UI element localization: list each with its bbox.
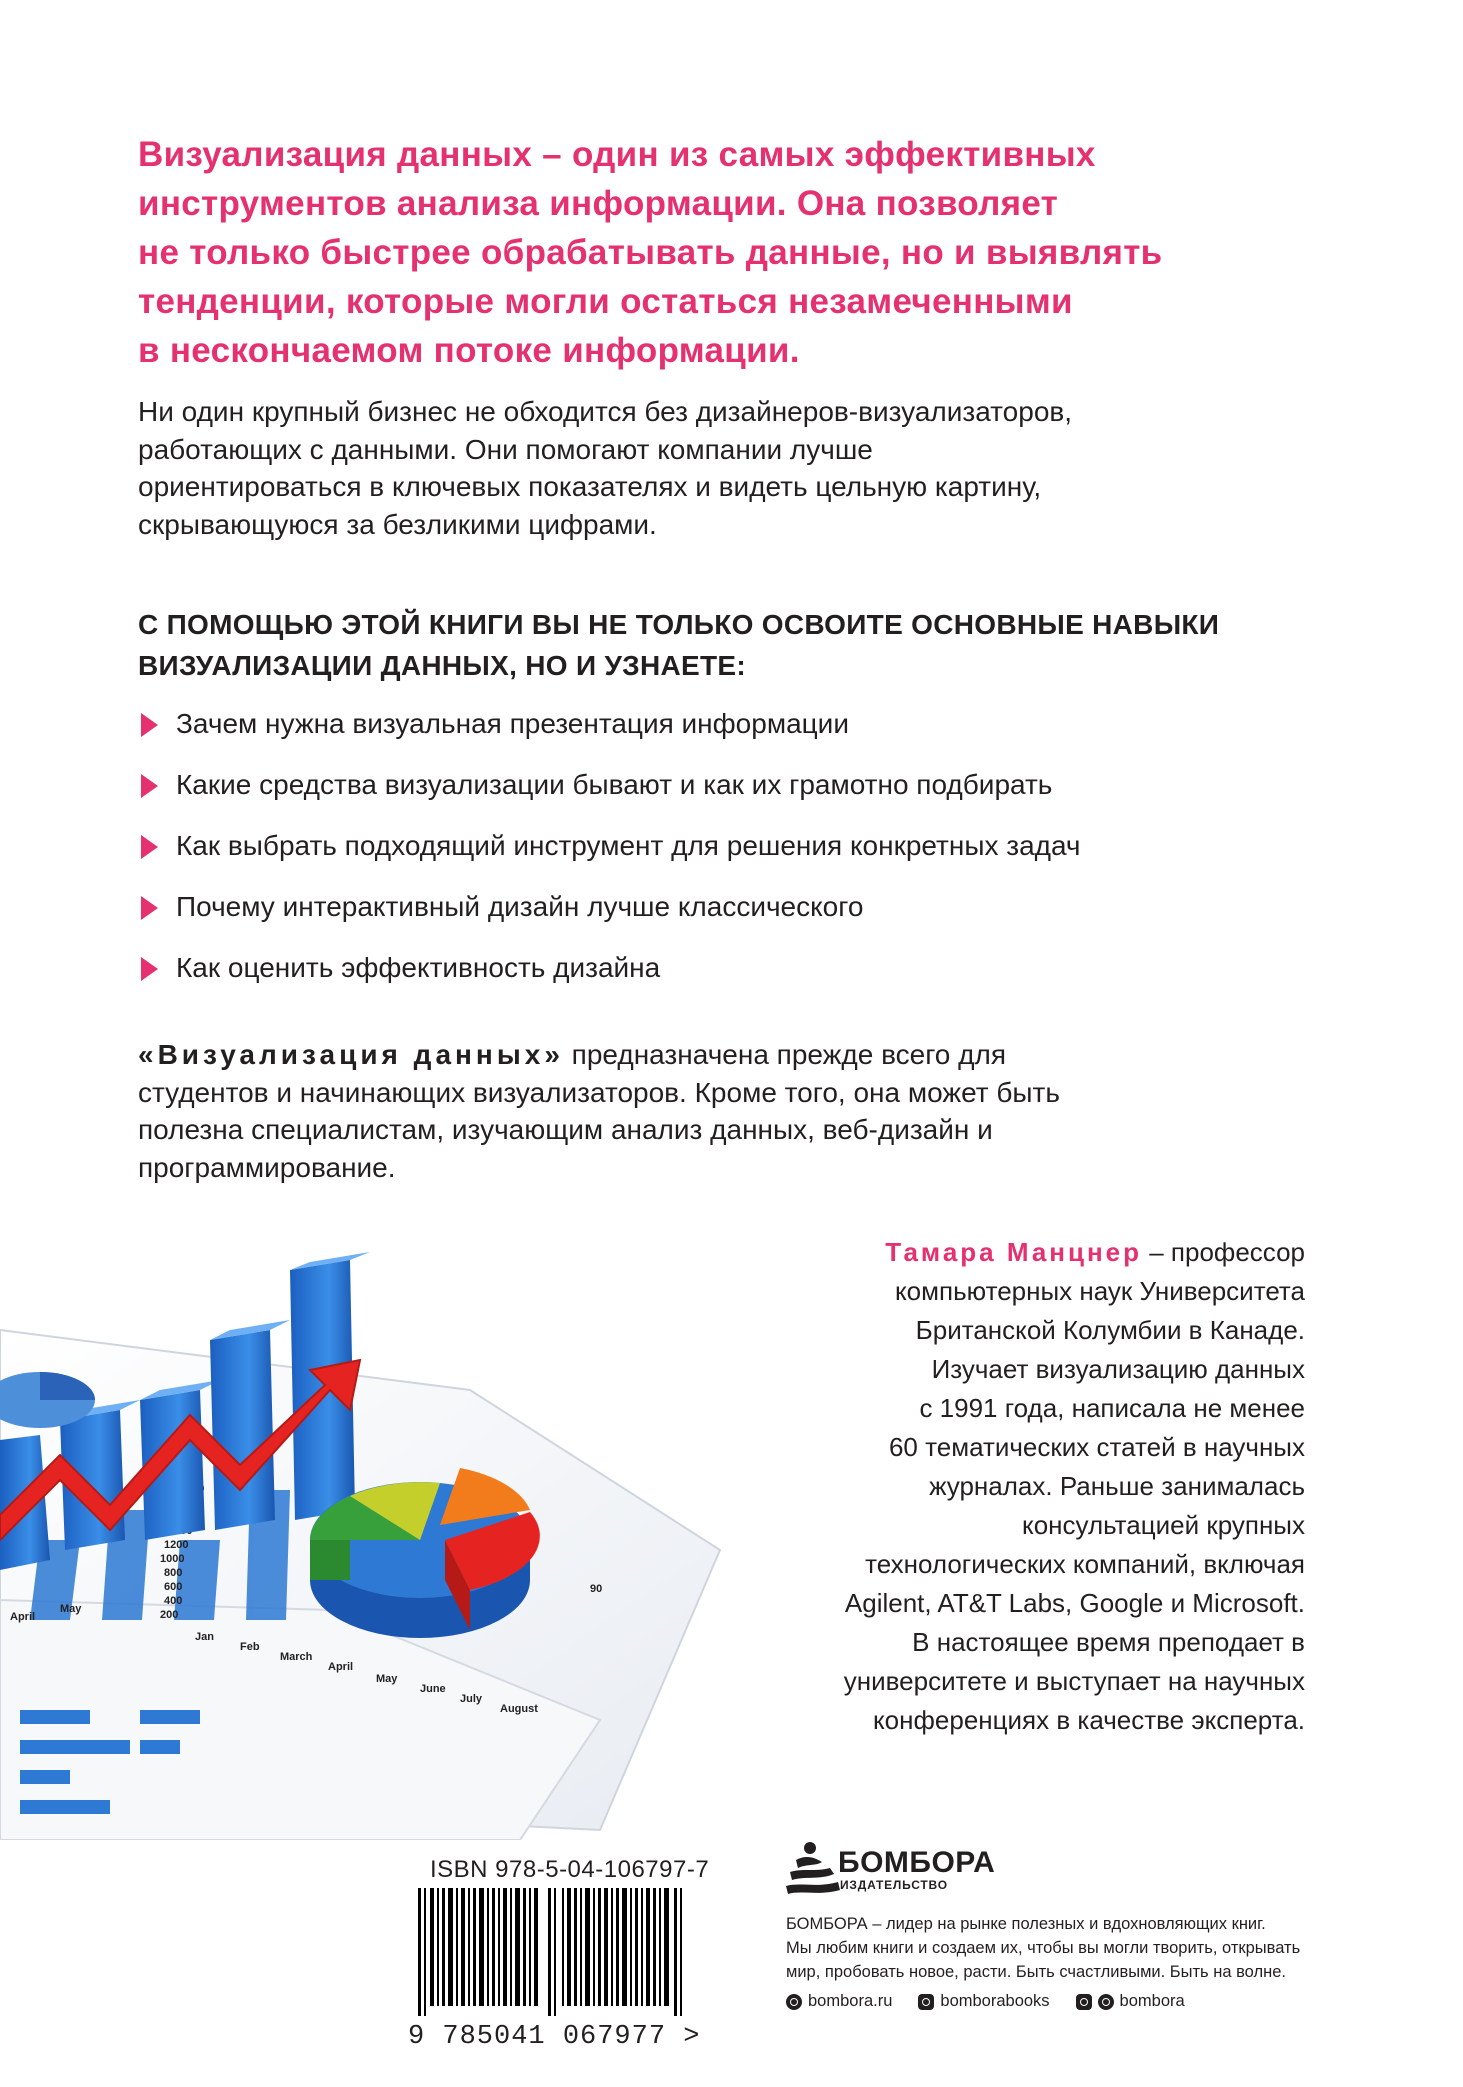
author-line: 60 тематических статей в научных <box>888 1432 1305 1462</box>
publisher-name: БОМБОРА <box>838 1846 996 1879</box>
list-item <box>138 950 1318 1011</box>
about-book-paragraph <box>138 1036 1338 1186</box>
intro-line: Ни один крупный бизнес не обходится без дизайнеров-визуализаторов, <box>138 396 1073 427</box>
author-line: Изучает визуализацию данных <box>931 1354 1305 1384</box>
social-vk[interactable] <box>918 1992 1049 2011</box>
author-line: Agilent, AT&T Labs, Google и Microsoft. <box>844 1588 1305 1618</box>
y-tick-label: 800 <box>164 1567 183 1579</box>
y-tick-label: 1000 <box>160 1553 185 1565</box>
social-website[interactable] <box>786 1992 892 2011</box>
heading-line: С ПОМОЩЬЮ ЭТОЙ КНИГИ ВЫ НЕ ТОЛЬКО ОСВОИТЕ ОСНОВНЫЕ НАВЫКИ <box>138 609 1220 640</box>
list-item <box>138 706 1318 767</box>
bombora-logo-icon <box>786 1838 846 1902</box>
y-tick-label: 200 <box>160 1609 179 1621</box>
social-label: bombora <box>1119 1992 1185 2010</box>
list-item <box>138 767 1318 828</box>
list-item-text: Зачем нужна визуальная презентация информации <box>176 708 849 739</box>
month-label: Jan <box>195 1631 214 1643</box>
lead-line: не только быстрее обрабатывать данные, но и выявлять <box>138 233 1163 272</box>
author-line: конференциях в качестве эксперта. <box>873 1705 1305 1735</box>
heading-line: ВИЗУАЛИЗАЦИИ ДАННЫХ, НО И УЗНАЕТЕ: <box>138 650 747 681</box>
about-line: программирование. <box>138 1151 396 1183</box>
triangle-bullet-icon <box>141 896 158 920</box>
isbn-label: ISBN 978-5-04-106797-7 <box>430 1856 710 1883</box>
intro-line: ориентироваться в ключевых показателях и видеть цельную картину, <box>138 471 1042 502</box>
about-line: полезна специалистам, изучающим анализ данных, веб-дизайн и <box>138 1114 993 1145</box>
publisher-subtitle: ИЗДАТЕЛЬСТВО <box>840 1878 948 1892</box>
publisher-tagline <box>786 1912 1346 1984</box>
plus-icon <box>1076 1994 1092 2010</box>
y-tick-label: 600 <box>164 1581 183 1593</box>
month-label: March <box>280 1651 313 1663</box>
right-tick-label: 90 <box>590 1583 603 1595</box>
intro-paragraph <box>138 393 1338 543</box>
list-item <box>138 889 1318 950</box>
telegram-icon <box>1098 1994 1114 2010</box>
lead-line: Визуализация данных – один из самых эффективных <box>138 135 1096 174</box>
lead-line: тенденции, которые могли остаться незамеченными <box>138 282 1073 321</box>
list-item-text: Как выбрать подходящий инструмент для решения конкретных задач <box>176 830 1081 861</box>
triangle-bullet-icon <box>141 957 158 981</box>
author-line: с 1991 года, написала не менее <box>919 1393 1305 1423</box>
author-line: технологических компаний, включая <box>865 1549 1305 1579</box>
triangle-bullet-icon <box>141 774 158 798</box>
month-label: August <box>500 1703 538 1715</box>
lead-paragraph <box>138 130 1318 375</box>
author-line: Британской Колумбии в Канаде. <box>915 1315 1305 1345</box>
triangle-bullet-icon <box>141 835 158 859</box>
social-telegram[interactable] <box>1076 1992 1185 2011</box>
tagline-line: БОМБОРА – лидер на рынке полезных и вдохновляющих книг. <box>786 1915 1266 1933</box>
month-label: June <box>420 1683 446 1695</box>
author-line: университете и выступает на научных <box>843 1666 1305 1696</box>
vk-icon <box>918 1994 934 2010</box>
about-line: студентов и начинающих визуализаторов. Кроме того, она может быть <box>138 1076 1060 1108</box>
intro-line: скрывающуюся за безликими цифрами. <box>138 508 657 540</box>
author-name: Тамара Манцнер <box>885 1237 1143 1267</box>
social-label: bomborabooks <box>940 1992 1050 2010</box>
globe-icon <box>786 1994 802 2010</box>
month-label: July <box>460 1693 483 1705</box>
list-item-text: Какие средства визуализации бывают и как их грамотно подбирать <box>176 769 1053 800</box>
barcode-digits: 9 785041 067977 > <box>408 2022 701 2052</box>
author-line: В настоящее время преподает в <box>912 1627 1305 1657</box>
tagline-line: мир, пробовать новое, расти. Быть счастливыми. Быть на волне. <box>786 1963 1286 1981</box>
social-label: bombora.ru <box>808 1992 893 2010</box>
charts-illustration <box>0 1240 760 1840</box>
tagline-line: Мы любим книги и создаем их, чтобы вы могли творить, открывать <box>786 1939 1301 1957</box>
about-line-rest: предназначена прежде всего для <box>563 1039 1006 1070</box>
lead-line: инструментов анализа информации. Она позволяет <box>138 184 1059 223</box>
section-heading <box>138 604 1378 686</box>
list-item-text: Как оценить эффективность дизайна <box>176 952 661 983</box>
author-line: компьютерных наук Университета <box>895 1276 1305 1306</box>
lead-line: в нескончаемом потоке информации. <box>138 331 800 370</box>
left-label: May <box>60 1603 82 1615</box>
list-item <box>138 828 1318 889</box>
y-tick-label: 1200 <box>164 1539 189 1551</box>
author-line-rest: – профессор <box>1142 1237 1305 1267</box>
book-title: «Визуализация данных» <box>138 1039 564 1070</box>
benefits-list <box>138 706 1318 1011</box>
y-tick-label: 400 <box>164 1595 183 1607</box>
author-line <box>745 1233 1305 1272</box>
publisher-socials <box>786 1992 1185 2011</box>
barcode <box>408 1888 708 2016</box>
left-label: April <box>10 1611 36 1623</box>
list-item-text: Почему интерактивный дизайн лучше классического <box>176 891 864 922</box>
month-label: Feb <box>240 1641 260 1653</box>
about-line <box>138 1036 1338 1074</box>
author-line: журналах. Раньше занималась <box>929 1471 1305 1501</box>
month-label: May <box>376 1673 398 1685</box>
author-bio <box>745 1233 1305 1740</box>
author-line: консультацией крупных <box>1022 1510 1305 1540</box>
triangle-bullet-icon <box>141 713 158 737</box>
month-label: April <box>328 1661 354 1673</box>
intro-line: работающих с данными. Они помогают компании лучше <box>138 433 873 465</box>
